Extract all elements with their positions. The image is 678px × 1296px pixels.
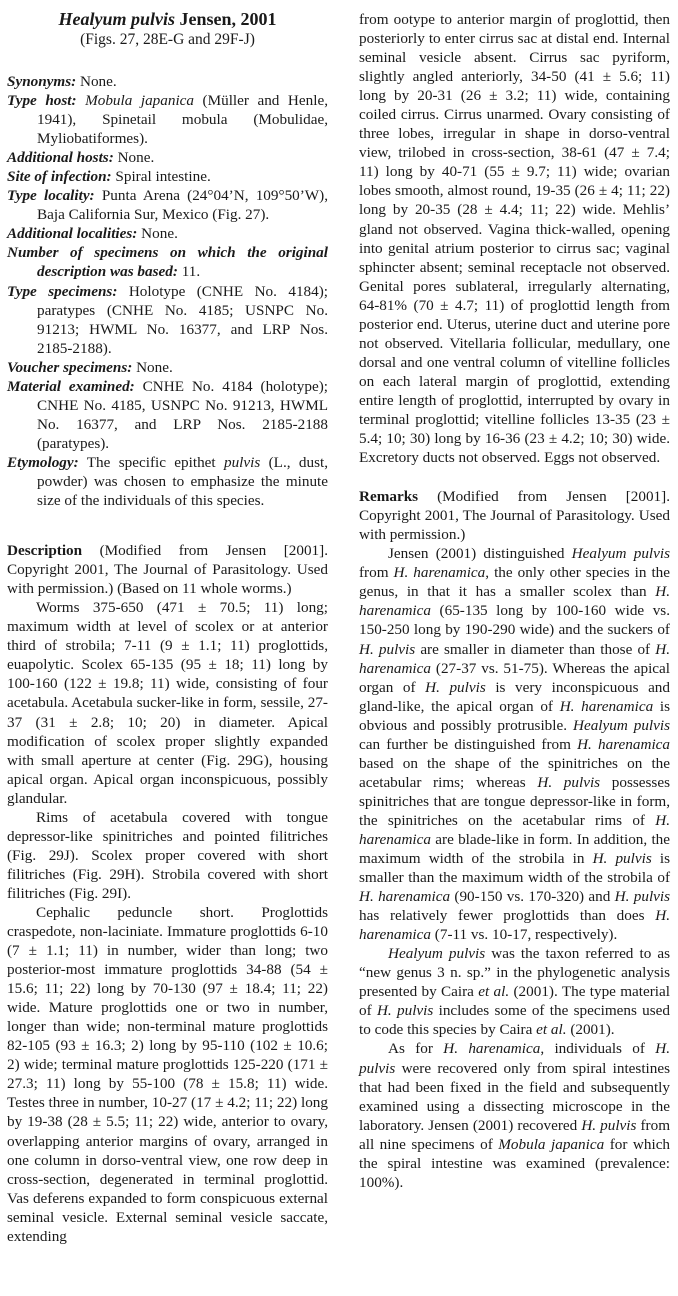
remarks-paragraph	[359, 944, 670, 1039]
meta-label: Additional localities:	[7, 225, 138, 243]
remarks-heading	[359, 487, 670, 544]
title-block	[7, 8, 328, 49]
text-run: (65-135 long by 100-160 wide vs. 150-250 long by 190-290 wide) and the suckers of	[359, 602, 670, 639]
meta-material-examined	[7, 377, 328, 453]
meta-site-of-infection	[7, 167, 328, 186]
taxon-name: Healyum pulvis	[572, 716, 671, 734]
section-heading-note: (Modified from Jensen [2001]. Copyright 2001, The Journal of Parasitology. Used with permission.)	[359, 488, 670, 544]
meta-etymology	[7, 453, 328, 510]
taxon-name: H. harenamica	[359, 888, 451, 906]
taxon-name: H. harenamica	[393, 564, 486, 582]
remarks-paragraph	[359, 544, 670, 944]
taxon-name: H. pulvis	[614, 888, 671, 906]
meta-type-specimens	[7, 282, 328, 358]
description-paragraph-continued: from ootype to anterior margin of proglottid, then posteriorly to enter cirrus sac at distal end. Internal seminal vesicle absent. Cirrus sac pyriform, slightly angled anteriorly, 34-50 (41 ± 5.6; 11) long by 20-31 (26 ± 3.2; 11) wide, containing coiled cirrus. Cirrus unarmed. Ovary consisting of three lobes, irregular in shape in dorso-ventral view, trilobed in cross-section, 38-61 (47 ± 7.4; 11) long by 40-71 (55 ± 9.7; 11) wide; ovarian lobes smooth, almost round, 19-35 (26 ± 4; 11; 22) long by 20-35 (28 ± 4.4; 11; 22) wide. Mehlis’ gland not observed. Vagina thick-walled, opening into genital atrium posterior to cirrus sac; vaginal sphincter absent; seminal receptacle not observed. Genital pores sublateral, irregularly alternating, 64-81% (70 ± 4.7; 11) of proglottid length from posterior end. Uterus, uterine duct and uterine pore not observed. Vitellaria follicular, medullary, one dorsal and one ventral column of vitelline follicles on each lateral margin of proglottid, extending entire length of proglottid, interrupted by ovary in terminal proglottid; vitelline follicles 13-35 (23 ± 5.4; 10; 30) long by 16-36 (23 ± 4.2; 10; 30) wide. Excretory ducts not observed. Eggs not observed.	[359, 11, 670, 467]
meta-voucher-specimens	[7, 358, 328, 377]
text-run: , individuals of	[540, 1040, 645, 1058]
remarks-paragraph	[359, 1039, 670, 1191]
citation-et-al: et al.	[478, 983, 510, 1001]
text-run: for which the spiral intestine was examined (prevalence: 100%).	[359, 1135, 671, 1191]
species-name-epithet: pulvis	[130, 9, 175, 29]
text-run: Jensen (2001) distinguished	[388, 545, 565, 563]
species-name-genus: Healyum	[58, 9, 127, 29]
left-column	[7, 8, 328, 1246]
meta-additional-hosts	[7, 148, 328, 167]
meta-number-of-specimens	[7, 243, 328, 281]
text-run: (7-11 vs. 10-17, respectively).	[434, 926, 618, 944]
meta-value: None.	[141, 225, 178, 243]
text-run: are blade-like in form. In addition, the maximum width of the strobila in	[359, 830, 671, 868]
meta-synonyms	[7, 72, 328, 91]
meta-additional-localities	[7, 224, 328, 243]
taxon-name: H. pulvis	[581, 1116, 637, 1134]
text-run: (27-37 vs. 51-75). Whereas the apical organ of	[359, 659, 671, 696]
right-column	[359, 10, 670, 1192]
meta-value: Holotype (CNHE No. 4184); paratypes (CNHE No. 4185; USNPC No. 91213; HWML No. 16377, and LRP Nos. 2185-2188).	[37, 282, 329, 357]
meta-value: None.	[117, 149, 155, 167]
text-run: from all nine specimens of	[359, 1116, 671, 1153]
meta-label: Synonyms:	[7, 73, 77, 90]
meta-value: Punta Arena (24°04’N, 109°50’W), Baja California Sur, Mexico (Fig. 27).	[37, 187, 328, 224]
taxon-name: H. harenamica	[359, 811, 671, 848]
meta-label: Type specimens:	[7, 282, 118, 300]
text-run: is smaller than the maximum width of the strobila of	[359, 850, 671, 887]
meta-label: Additional hosts:	[7, 149, 114, 167]
taxon-name: Mobula japanica	[498, 1135, 605, 1153]
text-run: can further be distinguished from	[359, 735, 571, 753]
taxon-name: H. harenamica	[359, 907, 670, 944]
taxon-name: H. pulvis	[359, 1040, 671, 1077]
text-run: possesses spinitriches that are tongue depressor-like in form, the spinitriches on the acetabular rims of	[359, 773, 670, 829]
meta-value: None.	[80, 73, 117, 90]
description-heading	[7, 541, 328, 598]
meta-label: Etymology:	[7, 453, 79, 471]
text-run: based on the shape of the spinitriches on the acetabular rims; whereas	[359, 754, 670, 791]
meta-type-locality	[7, 186, 328, 224]
section-heading: Description	[7, 542, 83, 560]
taxon-name: H. pulvis	[376, 1002, 434, 1020]
taxon-name: H. pulvis	[359, 640, 416, 658]
taxon-name: Healyum pulvis	[388, 945, 486, 963]
meta-label: Type host:	[7, 92, 77, 110]
text-run: , the only other species in the genus, in that it has a smaller scolex than	[359, 564, 671, 601]
description-paragraph: Rims of acetabula covered with tongue depressor-like spinitriches and pointed filitriches (Fig. 29J). Scolex proper covered with short filitriches (Fig. 29H). Strobila covered with short filitriches (Fig. 29I).	[7, 808, 328, 902]
text-run: (2001). The type material of	[359, 983, 670, 1020]
meta-value: None.	[136, 358, 173, 376]
meta-value: (L., dust, powder) was chosen to emphasize the minute size of the individuals of this species.	[37, 453, 328, 510]
figure-references: (Figs. 27, 28E-G and 29F-J)	[80, 31, 255, 48]
taxon-name: H. harenamica	[359, 583, 670, 620]
meta-label: Site of infection:	[7, 168, 112, 186]
text-run: As for	[388, 1040, 433, 1058]
meta-label: Voucher specimens:	[7, 358, 133, 376]
description-paragraph: Worms 375-650 (471 ± 70.5; 11) long; maximum width at level of scolex or at anterior third of strobila; 7-11 (9 ± 1.1; 11) proglottids, euapolytic. Scolex 65-135 (95 ± 18; 11) long by 100-160 (122 ± 19.8; 11) wide, consisting of four acetabula. Acetabula sucker-like in form, sessile, 27-37 (31 ± 2.8; 10; 20) in diameter. Apical modification of scolex proper slightly expanded with small aperture at center (Fig. 29G), housing apical organ. Apical organ inconspicuous, possibly glandular.	[7, 599, 328, 807]
text-run: (90-150 vs. 170-320) and	[454, 888, 611, 906]
taxon-name: H. harenamica	[559, 697, 654, 715]
section-heading-note: (Modified from Jensen [2001]. Copyright 2001, The Journal of Parasitology. Used with permission.) (Based on 11 whole worms.)	[7, 542, 329, 598]
section-heading: Remarks	[359, 488, 419, 506]
text-run: from	[359, 564, 389, 582]
taxon-name: Healyum pulvis	[571, 545, 671, 563]
taxon-name: H. harenamica	[359, 640, 671, 677]
meta-value-italic: pulvis	[223, 453, 261, 471]
meta-value: CNHE No. 4184 (holotype); CNHE No. 4185, USNPC No. 91213, HWML No. 16377, and LRP Nos. 2185-2188 (paratypes).	[37, 377, 329, 452]
meta-value: (Müller and Henle, 1941), Spinetail mobula (Mobulidae, Myliobatiformes).	[37, 92, 328, 148]
taxon-name: H. pulvis	[537, 773, 601, 791]
taxon-name: H. harenamica	[577, 735, 671, 753]
meta-label: Material examined:	[7, 377, 135, 395]
meta-label: Type locality:	[7, 187, 95, 205]
citation-et-al: et al.	[536, 1021, 567, 1039]
text-run: (2001).	[570, 1021, 615, 1039]
text-run: is obvious and possibly protrusible.	[359, 697, 671, 734]
meta-value: 11.	[181, 263, 201, 281]
text-run: includes some of the specimens used to code this species by Caira	[359, 1002, 671, 1039]
text-run: were recovered only from spiral intestines that had been fixed in the field and subsequently examined using a dissecting microscope in the laboratory. Jensen (2001) recovered	[359, 1059, 670, 1134]
text-run: are smaller in diameter than those of	[420, 640, 651, 658]
meta-label: Number of specimens on which the original description was based:	[7, 244, 328, 281]
meta-type-host	[7, 91, 328, 148]
text-run: is very inconspicuous and gland-like, the apical organ of	[359, 678, 670, 715]
species-title	[7, 8, 328, 30]
text-run: has relatively fewer proglottids than does	[359, 907, 645, 925]
text-run: was the taxon referred to as “new genus 3 n. sp.” in the phylogenetic analysis presented by Caira	[359, 945, 671, 1001]
taxon-name: H. harenamica	[443, 1040, 541, 1058]
taxon-name: H. pulvis	[592, 850, 652, 868]
taxon-name: H. pulvis	[425, 678, 486, 696]
description-paragraph: Cephalic peduncle short. Proglottids craspedote, non-laciniate. Immature proglottids 6-10 (7 ± 1.1; 11) in number, wider than long; two posterior-most immature proglottids 34-88 (54 ± 15.6; 11; 22) long by 70-130 (97 ± 18.4; 11; 22) wide. Mature proglottids one or two in number, longer than wide; non-terminal mature proglottids 82-105 (93 ± 16.3; 2) long by 95-110 (102 ± 10.6; 2) wide; terminal mature proglottids 125-220 (171 ± 27.3; 11) long by 55-100 (78 ± 15.8; 11) wide. Testes three in number, 10-27 (17 ± 4.2; 11; 22) long by 19-38 (28 ± 5.5; 11; 22) wide, anterior to ovary, overlapping anterior margins of ovary, arranged in one column in dorso-ventral view, one row deep in cross-section, degenerated in terminal proglottid. Vas deferens expanded to form conspicuous external seminal vesicle. External seminal vesicle saccate, extending	[7, 903, 328, 1245]
meta-value-pre: The specific epithet	[86, 453, 216, 471]
meta-value-italic: Mobula japanica	[85, 92, 195, 110]
meta-value: Spiral intestine.	[115, 168, 211, 186]
species-authority: Jensen, 2001	[179, 9, 277, 29]
